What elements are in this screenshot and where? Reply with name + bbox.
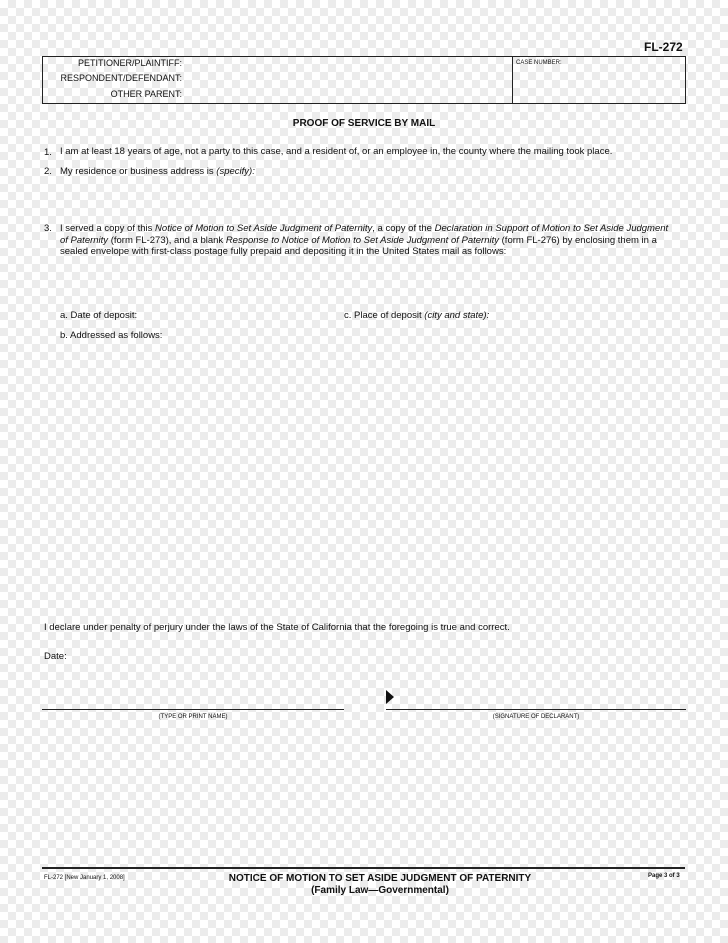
city-state-hint: (city and state): <box>424 310 490 321</box>
signature-label: (SIGNATURE OF DECLARANT) <box>492 714 580 720</box>
place-of-deposit-label <box>344 310 489 322</box>
date-label: Date: <box>44 651 67 662</box>
caption-divider <box>512 56 513 104</box>
page-number: Page 3 of 3 <box>648 873 680 879</box>
footer-title <box>170 873 590 897</box>
item-3-declaration-title: Declaration in Support of Motion to Set Aside Judgment of Paternity <box>60 223 669 246</box>
form-number: FL-272 <box>644 40 683 54</box>
petitioner-label: PETITIONER/PLAINTIFF: <box>77 58 182 68</box>
case-number-label: CASE NUMBER: <box>516 60 562 66</box>
footer-revision: FL-272 [New January 1, 2008] <box>44 875 125 881</box>
signature-arrow-icon <box>386 690 394 704</box>
item-3-part: (form FL-276) by enclosing them in a sealed envelope with first-class postage fully prepaid and depositing it in the United States mail as follows: <box>60 234 657 257</box>
footer-title-line-2: (Family Law—Governmental) <box>311 885 449 896</box>
item-2-specify: (specify): <box>216 166 255 177</box>
page-title: PROOF OF SERVICE BY MAIL <box>292 118 436 129</box>
item-3-notice-title: Notice of Motion to Set Aside Judgment of Paternity <box>155 223 373 234</box>
item-3-text <box>60 223 674 258</box>
date-of-deposit-label: a. Date of deposit: <box>60 310 138 321</box>
other-parent-label: OTHER PARENT: <box>110 89 182 99</box>
item-1-number: 1. <box>44 147 52 158</box>
item-3-part: , a copy of the <box>372 223 435 234</box>
print-name-line <box>42 709 344 710</box>
item-3-part: (form FL-273), and a blank <box>108 234 226 246</box>
item-3-part: I served a copy of this <box>60 223 156 234</box>
addressed-as-follows-label: b. Addressed as follows: <box>60 330 163 341</box>
item-3-number: 3. <box>44 223 52 234</box>
footer-title-line-1: NOTICE OF MOTION TO SET ASIDE JUDGMENT OF PATERNITY <box>228 873 532 884</box>
item-1-text: I am at least 18 years of age, not a party to this case, and a resident of, or an employee in, the county where the mailing took place. <box>60 146 613 157</box>
print-name-label: (TYPE OR PRINT NAME) <box>158 714 228 720</box>
footer-rule <box>42 867 685 869</box>
signature-line <box>386 709 686 710</box>
item-2-label: My residence or business address is <box>60 166 214 177</box>
item-3-response-title: Response to Notice of Motion to Set Aside Judgment of Paternity <box>225 234 499 246</box>
place-of-deposit-text: c. Place of deposit <box>344 310 422 321</box>
respondent-label: RESPONDENT/DEFENDANT: <box>60 73 182 83</box>
item-2-number: 2. <box>44 166 52 177</box>
item-2-text <box>60 166 255 178</box>
perjury-declaration: I declare under penalty of perjury under the laws of the State of California that the foregoing is true and correct. <box>44 622 510 633</box>
